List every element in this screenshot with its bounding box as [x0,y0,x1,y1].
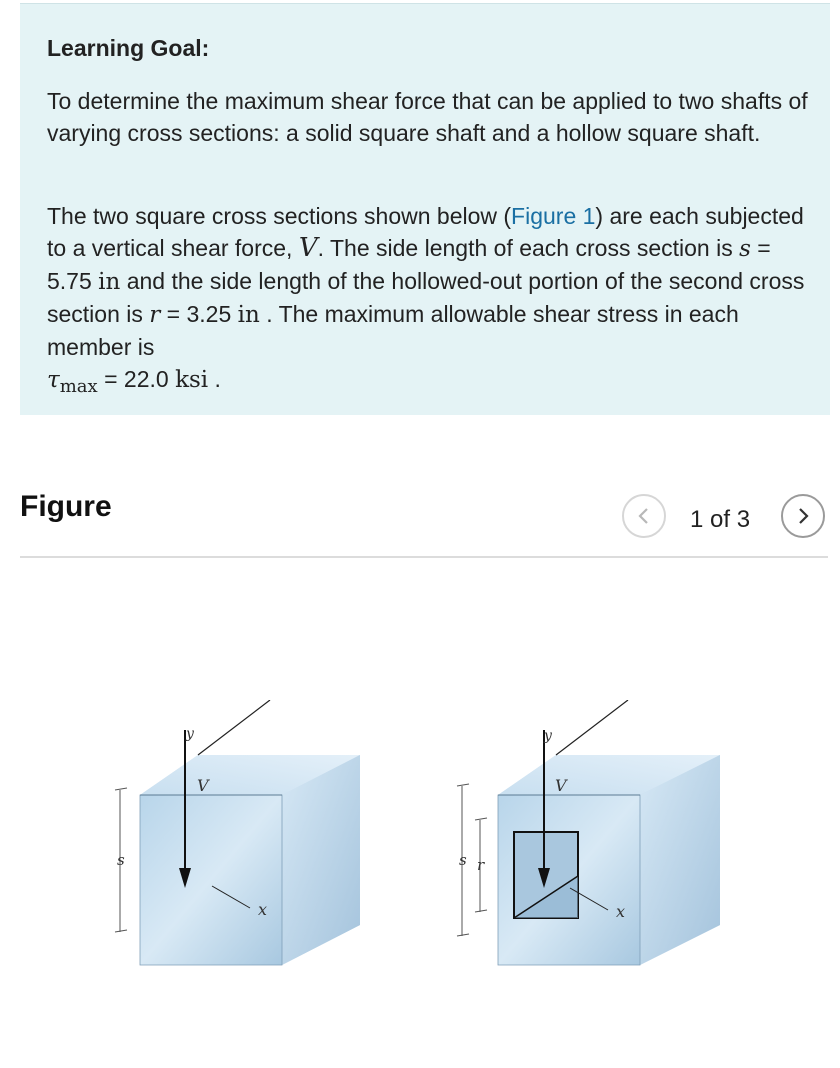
figure-divider [20,556,828,558]
text-segment: The two square cross sections shown below ( [47,203,512,229]
chevron-right-icon [796,507,810,525]
text-segment: . The side length of each cross section is [317,235,740,261]
learning-goal-paragraph-1: To determine the maximum shear force that can be applied to two shafts of varying cross sections: a solid square shaft and a hollow square shaft. [47,88,808,146]
figure-link[interactable]: Figure 1 [511,203,596,229]
text-segment: and the side length of the hollowed-out portion of the second cross section is [47,268,805,327]
solid-square-shaft [115,700,360,965]
learning-goal-paragraph-2 [47,200,817,403]
hollow-y-label: y [544,728,552,744]
shear-stress-unit: ksi [175,367,209,393]
side-length-value: = 5.75 [47,235,771,294]
shear-force-symbol: V [298,233,318,263]
learning-goal-panel [20,3,830,415]
figure-cross-sections [100,700,740,970]
hollow-length-unit: in [237,302,260,328]
figure-counter: 1 of 3 [690,506,751,533]
hollow-y-axis [556,700,628,755]
shear-stress-subscript: max [59,376,98,397]
text-segment: ) are each subjected to a vertical shear force, [47,203,804,261]
previous-figure-button[interactable] [622,494,666,538]
hollow-s-label: s [459,851,467,869]
hollow-length-value: = 3.25 [160,301,238,327]
text-segment: . [208,366,221,392]
solid-v-label: V [197,776,209,795]
hollow-v-label: V [555,776,567,795]
hollow-square-shaft [457,700,720,965]
solid-s-label: s [117,851,125,869]
hollow-r-label: r [477,856,485,874]
text-segment: . The maximum allowable shear stress in each member is [47,301,739,360]
next-figure-button[interactable] [781,494,825,538]
hollow-length-symbol: r [149,302,161,328]
side-length-unit: in [98,269,121,295]
shear-stress-symbol: τ [47,367,60,393]
solid-x-label: x [258,900,268,919]
hollow-x-label: x [616,902,626,921]
learning-goal-title: Learning Goal: [47,35,210,61]
solid-y-label: y [186,726,194,742]
solid-y-axis [198,700,270,755]
chevron-left-icon [637,507,651,525]
shear-stress-value: = 22.0 [97,366,176,392]
side-length-symbol: s [739,236,751,262]
figure-heading: Figure [20,490,112,523]
solid-block-front-face [140,795,282,965]
